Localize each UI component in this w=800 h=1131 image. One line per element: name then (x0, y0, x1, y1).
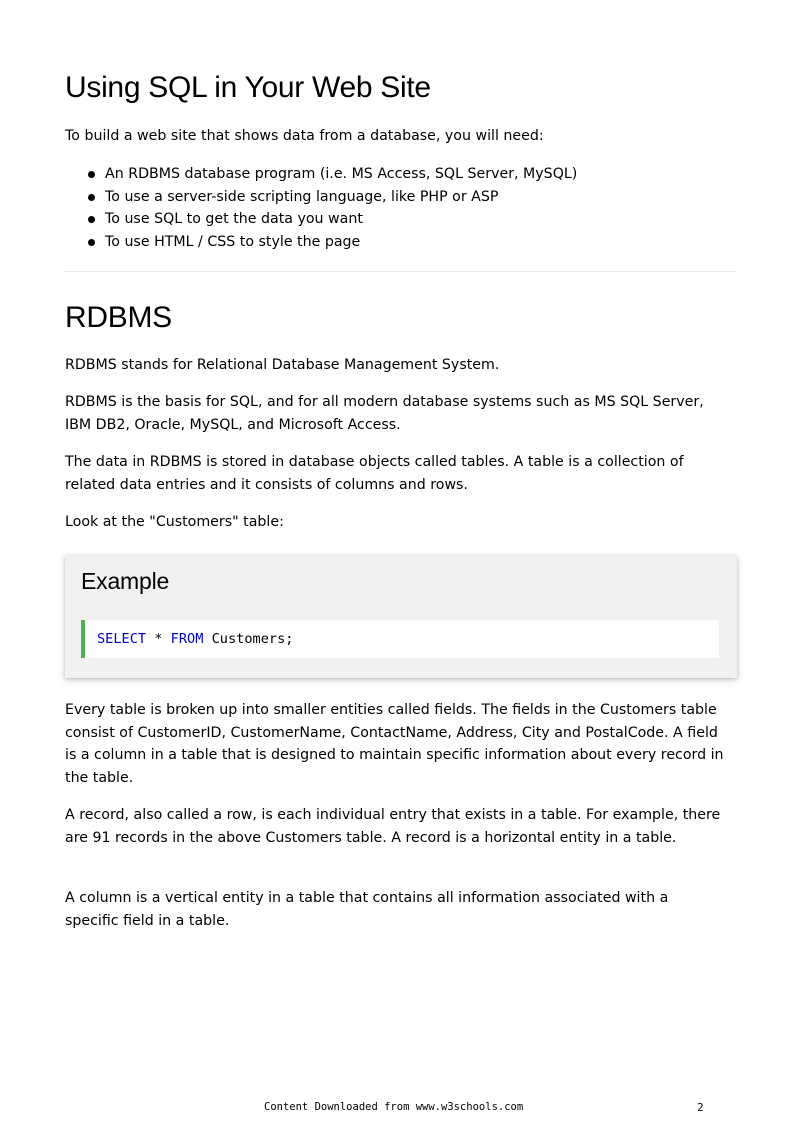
code-text: * (146, 631, 171, 647)
rdbms-paragraph: RDBMS stands for Relational Database Management System. (65, 357, 500, 373)
code-snippet (81, 620, 719, 658)
footer-source: Content Downloaded from www.w3schools.com (264, 1101, 524, 1113)
rdbms-paragraph: The data in RDBMS is stored in database objects called tables. A table is a collection of related data entries and it consists of columns and rows. (65, 454, 684, 493)
bullet-icon (88, 216, 95, 223)
list-item: To use SQL to get the data you want (65, 208, 577, 231)
rdbms-paragraph: RDBMS is the basis for SQL, and for all modern database systems such as MS SQL Server, IBM DB2, Oracle, MySQL, and Microsoft Access. (65, 394, 704, 433)
bullet-icon (88, 171, 95, 178)
example-title: Example (81, 568, 170, 594)
fields-paragraph: Every table is broken up into smaller entities called fields. The fields in the Customers table consist of CustomerID, CustomerName, ContactName, Address, City and PostalCode. A field is a column in a table that is designed to maintain specific information about every record in the table. (65, 702, 724, 786)
list-item: To use HTML / CSS to style the page (65, 231, 577, 254)
intro-paragraph: To build a web site that shows data from a database, you will need: (65, 128, 544, 144)
section-heading-rdbms: RDBMS (65, 301, 172, 334)
code-keyword: FROM (170, 631, 204, 647)
bullet-icon (88, 239, 95, 246)
bullet-icon (88, 194, 95, 201)
code-text: Customers; (203, 631, 294, 647)
record-paragraph: A record, also called a row, is each individual entry that exists in a table. For example, there are 91 records in the above Customers table. A record is a horizontal entity in a table. (65, 807, 721, 846)
code-keyword: SELECT (97, 631, 147, 647)
section-heading-web-site: Using SQL in Your Web Site (65, 71, 431, 104)
rdbms-paragraph: Look at the "Customers" table: (65, 514, 284, 530)
section-divider (65, 271, 737, 272)
requirements-list (65, 163, 577, 253)
list-item: To use a server-side scripting language, like PHP or ASP (65, 186, 577, 209)
page-number: 2 (697, 1101, 704, 1114)
example-box (65, 556, 737, 678)
column-paragraph: A column is a vertical entity in a table that contains all information associated with a specific field in a table. (65, 890, 669, 929)
list-item: An RDBMS database program (i.e. MS Access, SQL Server, MySQL) (65, 163, 577, 186)
